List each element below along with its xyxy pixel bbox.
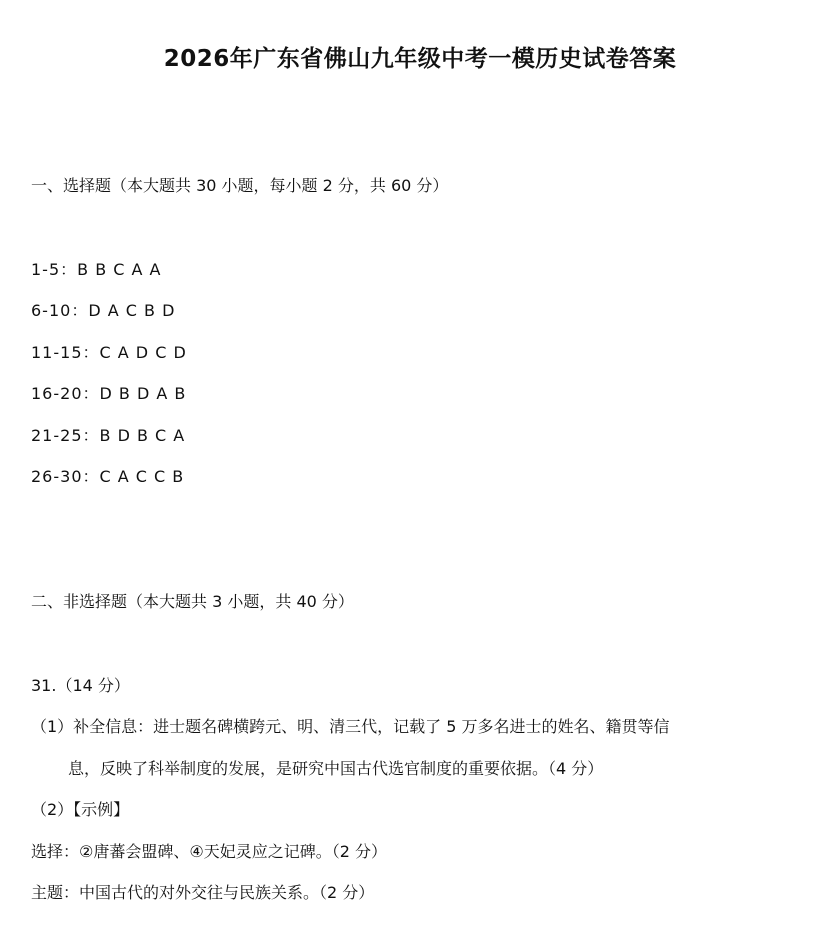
section2-heading: 二、非选择题（本大题共 3 小题，共 40 分）: [31, 592, 354, 611]
answer-letters: C A D C D: [99, 343, 187, 362]
question-31-choice: 选择：②唐蕃会盟碑、④天妃灵应之记碑。（2 分）: [31, 842, 387, 861]
answer-range: 11-15：: [31, 343, 100, 362]
answer-row-1-5: [31, 259, 162, 281]
question-31-theme: 主题：中国古代的对外交往与民族关系。（2 分）: [31, 883, 375, 902]
question-31-part1-line2: 息，反映了科举制度的发展，是研究中国古代选官制度的重要依据。（4 分）: [68, 759, 604, 778]
answer-row-11-15: [31, 342, 187, 364]
answer-range: 16-20：: [31, 384, 100, 403]
answer-row-16-20: [31, 383, 186, 405]
answer-range: 6-10：: [31, 301, 89, 320]
answer-range: 21-25：: [31, 426, 100, 445]
answer-letters: B B C A A: [77, 260, 162, 279]
section1-heading: 一、选择题（本大题共 30 小题，每小题 2 分，共 60 分）: [31, 176, 449, 195]
question-31-part2-label: （2）【示例】: [31, 800, 130, 819]
answer-letters: D B D A B: [99, 384, 187, 403]
answer-letters: D A C B D: [88, 301, 176, 320]
document-title: 2026年广东省佛山九年级中考一模历史试卷答案: [163, 46, 677, 72]
answer-letters: B D B C A: [99, 426, 186, 445]
question-31-label: 31.（14 分）: [31, 676, 130, 695]
question-31-part1-line1: （1）补全信息：进士题名碑横跨元、明、清三代，记载了 5 万多名进士的姓名、籍贯等信: [31, 717, 670, 736]
answer-row-6-10: [31, 300, 175, 322]
answer-range: 26-30：: [31, 467, 100, 486]
answer-row-26-30: [31, 466, 184, 488]
answer-row-21-25: [31, 425, 185, 447]
answer-letters: C A C C B: [99, 467, 185, 486]
answer-range: 1-5：: [31, 260, 78, 279]
